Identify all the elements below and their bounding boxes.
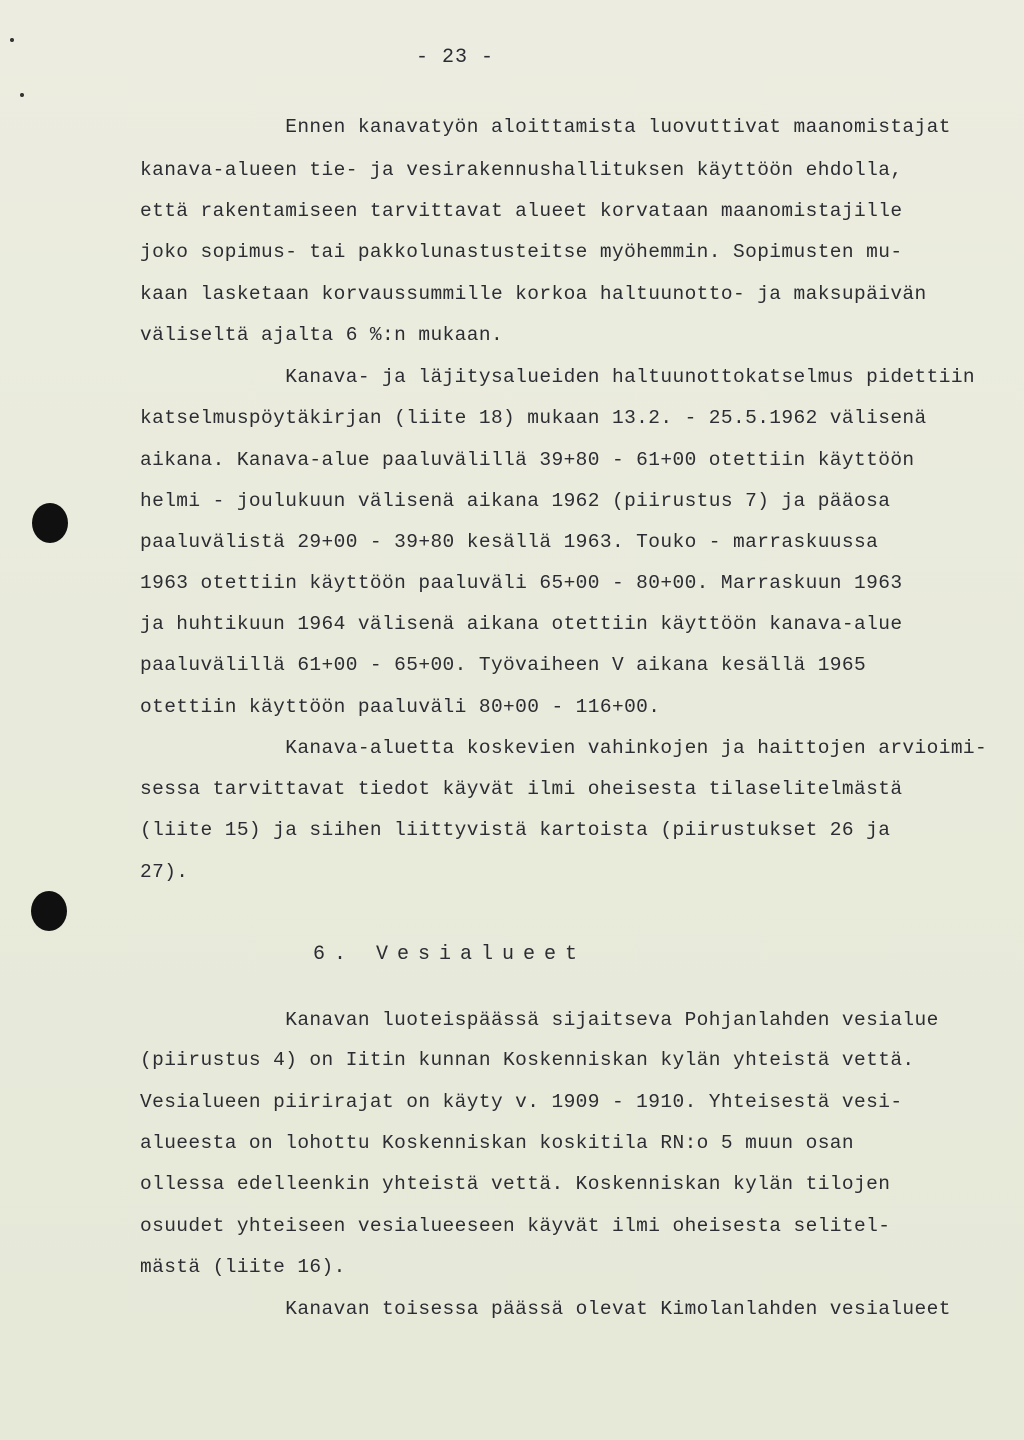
text-line: katselmuspöytäkirjan (liite 18) mukaan 13.2. - 25.5.1962 välisenä	[140, 407, 927, 429]
text-line: aikana. Kanava-alue paaluvälillä 39+80 - 61+00 otettiin käyttöön	[140, 449, 915, 471]
text-line: paaluvälistä 29+00 - 39+80 kesällä 1963. Touko - marraskuussa	[140, 531, 879, 553]
text-line: Kanavan luoteispäässä sijaitseva Pohjanlahden vesialue	[140, 1009, 939, 1031]
text-line: sessa tarvittavat tiedot käyvät ilmi oheisesta tilaselitelmästä	[140, 778, 903, 800]
text-line: kaan lasketaan korvaussummille korkoa haltuunotto- ja maksupäivän	[140, 283, 927, 305]
text-line: Kanava-aluetta koskevien vahinkojen ja haittojen arvioimi-	[140, 737, 988, 759]
page-number: - 23 -	[415, 46, 494, 69]
paper-speck	[10, 38, 14, 42]
text-line: alueesta on lohottu Koskenniskan koskitila RN:o 5 muun osan	[140, 1132, 855, 1154]
text-line: Kanava- ja läjitysalueiden haltuunottokatselmus pidettiin	[140, 366, 976, 388]
punch-hole-icon	[32, 503, 68, 543]
text-line: Kanavan toisessa päässä olevat Kimolanlahden vesialueet	[140, 1298, 951, 1320]
text-line: paaluvälillä 61+00 - 65+00. Työvaiheen V aikana kesällä 1965	[140, 654, 867, 676]
text-line: että rakentamiseen tarvittavat alueet korvataan maanomistajille	[140, 200, 903, 222]
text-line: mästä (liite 16).	[140, 1256, 346, 1278]
section-heading: 6. Vesialueet	[313, 943, 587, 966]
text-line: osuudet yhteiseen vesialueeseen käyvät ilmi oheisesta selitel-	[140, 1215, 891, 1237]
paper-speck	[20, 93, 24, 97]
text-line: kanava-alueen tie- ja vesirakennushallituksen käyttöön ehdolla,	[140, 159, 903, 181]
text-line: (piirustus 4) on Iitin kunnan Koskenniskan kylän yhteistä vettä.	[140, 1049, 915, 1071]
text-line: Vesialueen piirirajat on käyty v. 1909 - 1910. Yhteisestä vesi-	[140, 1091, 903, 1113]
text-line: helmi - joulukuun välisenä aikana 1962 (piirustus 7) ja pääosa	[140, 490, 891, 512]
text-line: ollessa edelleenkin yhteistä vettä. Koskenniskan kylän tilojen	[140, 1173, 891, 1195]
text-line: joko sopimus- tai pakkolunastusteitse myöhemmin. Sopimusten mu-	[140, 241, 903, 263]
text-line: Ennen kanavatyön aloittamista luovuttivat maanomistajat	[140, 116, 951, 138]
text-line: otettiin käyttöön paaluväli 80+00 - 116+00.	[140, 696, 661, 718]
text-line: ja huhtikuun 1964 välisenä aikana otettiin käyttöön kanava-alue	[140, 613, 903, 635]
text-line: 27).	[140, 861, 189, 883]
punch-hole-icon	[31, 891, 67, 931]
text-line: väliseltä ajalta 6 %:n mukaan.	[140, 324, 504, 346]
text-line: (liite 15) ja siihen liittyvistä kartoista (piirustukset 26 ja	[140, 819, 891, 841]
text-line: 1963 otettiin käyttöön paaluväli 65+00 - 80+00. Marraskuun 1963	[140, 572, 903, 594]
